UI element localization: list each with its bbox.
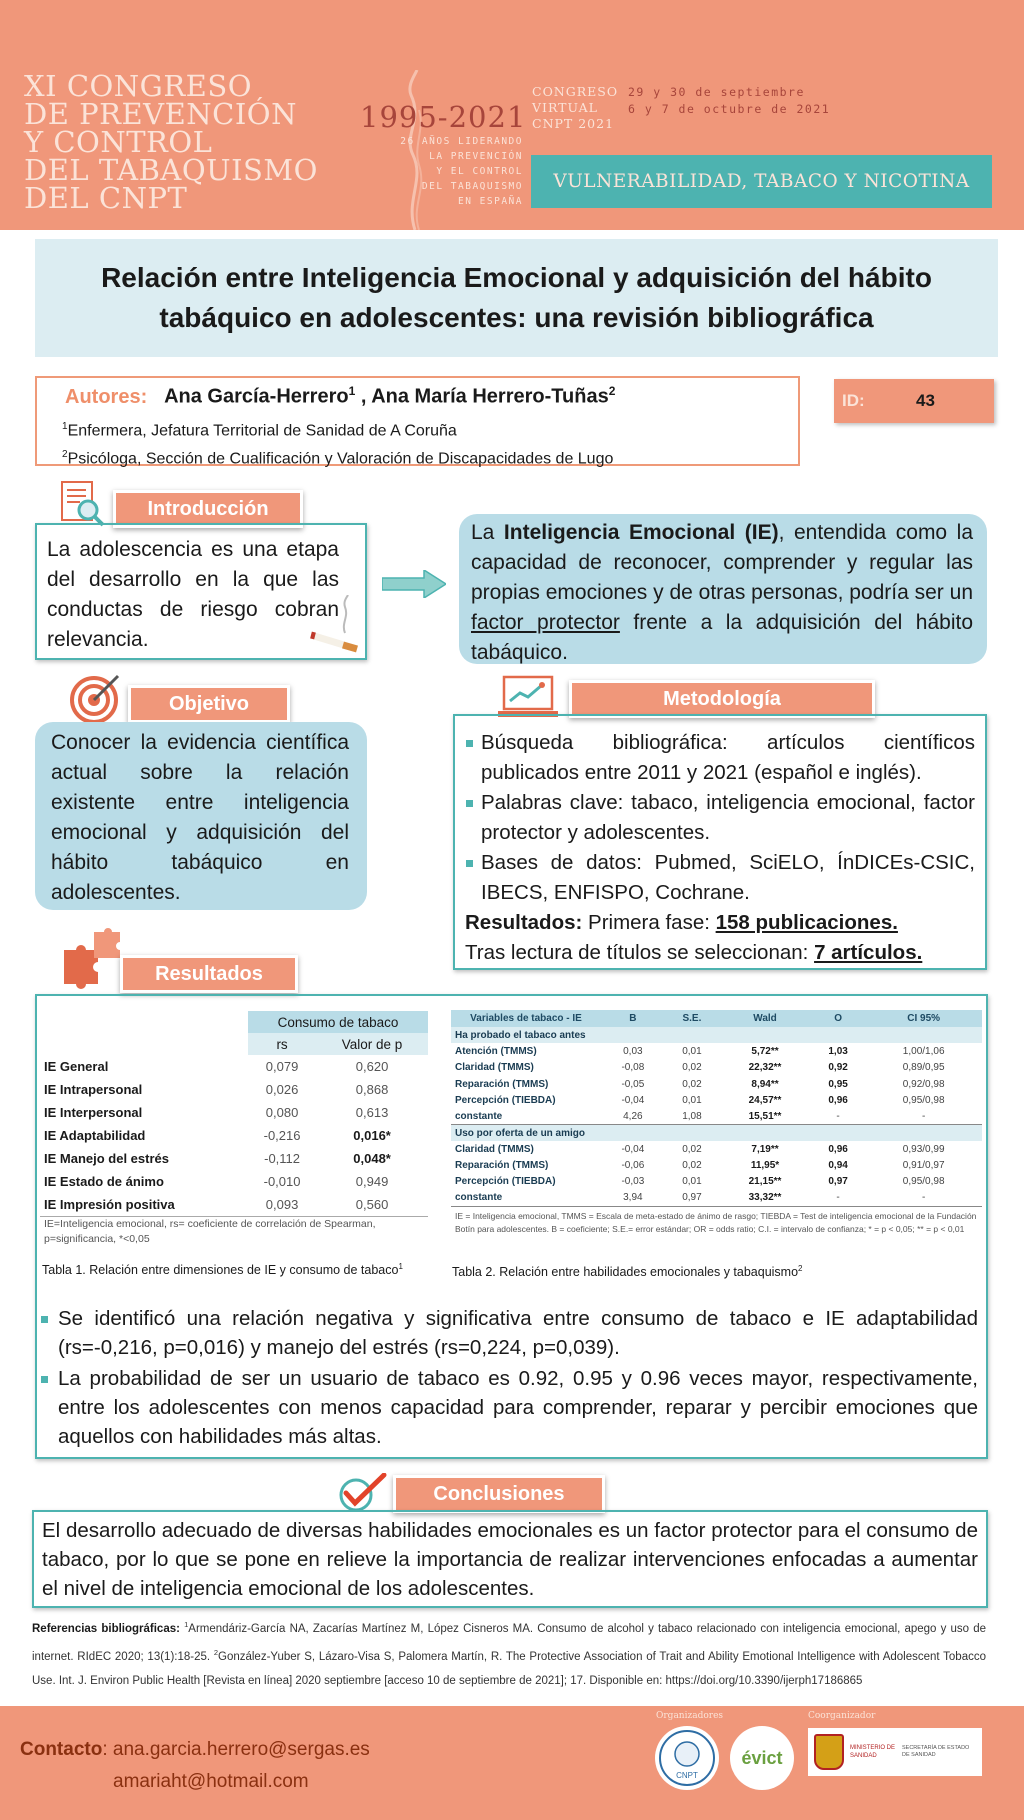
poster-id-box — [834, 379, 994, 423]
table-row: IE Intrapersonal 0,026 0,868 — [44, 1082, 389, 1097]
table-row: IE General 0,079 0,620 — [44, 1059, 389, 1074]
authors-box — [35, 376, 800, 466]
ministry-name: MINISTERIO DE SANIDAD — [850, 1745, 896, 1759]
table2-section-1: Ha probado el tabaco antes — [451, 1027, 982, 1043]
poster-title: Relación entre Inteligencia Emocional y adquisición del hábito tabáquico en adolescentes: una revisión bibliográfica — [101, 262, 932, 333]
table-row: constante 3,94 0,97 33,32** - - — [451, 1190, 982, 1206]
articles-count: 7 artículos. — [814, 941, 923, 964]
congress-name: XI CONGRESO DE PREVENCIÓN Y CONTROL DEL TABAQUISMO DEL CNPT — [24, 69, 318, 215]
references-label: Referencias bibliográficas: — [32, 1622, 180, 1635]
coorganizer-label: Coorganizador — [808, 1711, 876, 1721]
table-row: Atención (TMMS) 0,03 0,01 5,72** 1,03 1,00/1,06 — [455, 1045, 945, 1057]
section-label-introduccion: Introducción — [113, 490, 303, 528]
svg-text:CNPT: CNPT — [676, 1771, 698, 1780]
evict-logo: évict — [730, 1726, 794, 1790]
table-2 — [451, 1010, 982, 1236]
methodology-results-line: Resultados: Primera fase: 158 publicaciones. — [465, 911, 898, 934]
section-label-resultados: Resultados — [120, 955, 298, 993]
table2-caption: Tabla 2. Relación entre habilidades emocionales y tabaquismo$^2$ — [452, 1264, 803, 1280]
table1-col-rs: rs — [248, 1033, 316, 1055]
virtual-congress-label: CONGRESO VIRTUAL CNPT 2021 — [532, 84, 619, 131]
table-row: Percepción (TIEBDA) -0,03 0,01 21,15** 0,97 0,95/0,98 — [455, 1176, 945, 1188]
table1-caption: Tabla 1. Relación entre dimensiones de IE y consumo de tabaco$^1$ — [42, 1262, 403, 1278]
author-2: Ana María Herrero-Tuñas — [371, 385, 609, 408]
affiliation-1: $^1$Enfermera, Jefatura Territorial de Sanidad de A Coruña — [62, 420, 457, 439]
authors-label: Autores: — [65, 385, 148, 408]
table2-note: IE = Inteligencia emocional, TMMS = Escala de meta-estado de ánimo de rasgo; TIEBDA = Test de inteligencia emocional de la Fundación Botín para adolescentes. B = coeficiente; S.E.= error estándar; OR = odds ratio; C.I. = intervalo de confianza; * = p < 0,05; ** = p < 0,01 — [455, 1210, 977, 1234]
ministry-logo — [808, 1728, 982, 1776]
cnpt-logo — [655, 1726, 719, 1790]
puzzle-icon — [58, 928, 122, 992]
affiliation-2: $^2$Psicóloga, Sección de Cualificación y Valoración de Discapacidades de Lugo — [62, 448, 614, 468]
results-summary — [40, 1304, 978, 1453]
contact-block — [20, 1734, 370, 1798]
table1-col-p: Valor de p — [316, 1033, 428, 1055]
objective-text: Conocer la evidencia científica actual sobre la relación existente entre inteligencia emocional y adquisición del hábito tabáquico en adolescentes. — [51, 731, 349, 904]
ie-term: Inteligencia Emocional (IE) — [503, 521, 779, 544]
ministry-subtitle: SECRETARÍA DE ESTADO DE SANIDAD — [902, 1745, 970, 1758]
introduction-text: La adolescencia es una etapa del desarrollo en la que las conductas de riesgo cobran relevancia. — [47, 538, 339, 651]
table-row: IE Adaptabilidad -0,216 0,016* — [44, 1128, 391, 1143]
methodology-item: Bases de datos: Pubmed, SciELO, ÍnDICEs-CSIC, IBECS, ENFISPO, Cochrane. — [465, 848, 975, 908]
reference-2: González-Yuber S, Lázaro-Visa S, Palomera Martín, R. The Protective Association of Trait and Ability Emotional Intelligence with Adolescent Tobacco Use. Int. J. Environ Public Health [Revista en línea] 2020 septiembre [acceso 10 de septiembre de 2021]; 17. Disponible en: https://doi.org/10.3390/ijerph17186865 — [32, 1650, 986, 1687]
table-row: Reparación (TMMS) -0,06 0,02 11,95* 0,94 0,91/0,97 — [455, 1160, 945, 1172]
table-1 — [40, 1011, 428, 1247]
contact-email-2[interactable]: amariaht@hotmail.com — [113, 1771, 309, 1792]
table1-group-header: Consumo de tabaco — [248, 1011, 428, 1033]
cnpt-logo-icon — [655, 1726, 719, 1790]
objective-box — [35, 722, 367, 910]
organizers-label: Organizadores — [656, 1711, 724, 1721]
poster-id-value: 43 — [916, 391, 935, 410]
contact-label: Contacto — [20, 1739, 103, 1760]
table-row: IE Manejo del estrés -0,112 0,048* — [44, 1151, 391, 1166]
table-row: Percepción (TIEBDA) -0,04 0,01 24,57** 0,96 0,95/0,98 — [455, 1094, 945, 1106]
table-row: Reparación (TMMS) -0,05 0,02 8,94** 0,95 0,92/0,98 — [455, 1078, 945, 1090]
section-label-objetivo: Objetivo — [128, 685, 290, 723]
authors-line: Autores: Ana García-Herrero$^1$ , Ana María Herrero-Tuñas$^2$ — [65, 384, 616, 408]
header-banner — [0, 0, 1024, 230]
author-1: Ana García-Herrero — [164, 385, 349, 408]
congress-dates: 29 y 30 de septiembre 6 y 7 de octubre de 2021 — [628, 85, 831, 116]
results-item: La probabilidad de ser un usuario de tabaco es 0.92, 0.95 y 0.96 veces mayor, respectivamente, entre los adolescentes con menos capacidad para comprender, reparar y percibir emociones que aquellos con habilidades más altas. — [40, 1364, 978, 1451]
results-item: Se identificó una relación negativa y significativa entre consumo de tabaco e IE adaptabilidad (rs=-0,216, p=0,016) y manejo del estrés (rs=0,224, p=0,039). — [40, 1304, 978, 1362]
reference-1: Armendáriz-García NA, Zacarías Martínez M, López Cisneros MA. Consumo de alcohol y tabaco relacionado con inteligencia emocional, apego y uso de internet. RIdEC 2020; 13(1):18-25. — [32, 1622, 986, 1663]
footer — [0, 1706, 1024, 1820]
methodology-item: Búsqueda bibliográfica: artículos científicos publicados entre 2011 y 2021 (español e inglés). — [465, 728, 975, 788]
methodology-item: Palabras clave: tabaco, inteligencia emocional, factor protector y adolescentes. — [465, 788, 975, 848]
table-row: IE Estado de ánimo -0,010 0,949 — [44, 1174, 389, 1189]
poster-title-box — [35, 239, 998, 357]
table2-section-2: Uso por oferta de un amigo — [451, 1125, 982, 1141]
table-row: constante 4,26 1,08 15,51** - - — [451, 1108, 982, 1124]
publications-count: 158 publicaciones. — [715, 911, 898, 934]
section-label-metodologia: Metodología — [569, 680, 875, 718]
references: Referencias bibliográficas: $^1$Armendáriz-García NA, Zacarías Martínez M, López Cisneros MA. Consumo de alcohol y tabaco relacionado con inteligencia emocional, apego y uso de internet. RIdEC 2020; 13(1):18-25. $^2$González-Yuber S, Lázaro-Visa S, Palomera Martín, R. The Protective Association of Trait and Ability Emotional Intelligence with Adolescent Tobacco Use. Int. J. Environ Public Health [Revista en línea] 2020 septiembre [acceso 10 de septiembre de 2021]; 17. Disponible en: https://doi.org/10.3390/ijerph17186865 — [32, 1620, 986, 1687]
table-row: IE Impresión positiva 0,093 0,560 — [40, 1193, 428, 1216]
table2-header-row: Variables de tabaco - IE B S.E. Wald O CI 95% — [451, 1010, 982, 1027]
table-row: IE Interpersonal 0,080 0,613 — [44, 1105, 389, 1120]
table-row: Claridad (TMMS) -0,08 0,02 22,32** 0,92 0,89/0,95 — [455, 1062, 945, 1074]
section-label-conclusiones: Conclusiones — [393, 1475, 605, 1513]
table1-note: IE=Inteligencia emocional, rs= coeficiente de correlación de Spearman, p=significancia, *<0,05 — [44, 1217, 376, 1245]
methodology-selected-line: Tras lectura de títulos se seleccionan: 7 artículos. — [465, 941, 923, 964]
emotional-intelligence-box: La Inteligencia Emocional (IE), entendida como la capacidad de reconocer, comprender y regular las propias emociones y de otras personas, podría ser un factor protector frente a la adquisición del hábito tabáquico. — [459, 514, 987, 664]
anniversary-tagline: 26 AÑOS LIDERANDO LA PREVENCIÓN Y EL CONTROL DEL TABAQUISMO EN ESPAÑA — [400, 136, 523, 207]
protective-factor-term: factor protector — [471, 611, 620, 634]
cigarette-icon — [305, 595, 363, 653]
methodology-box — [453, 714, 987, 970]
anniversary-years: 1995-2021 — [360, 100, 527, 134]
arrow-right-icon — [382, 570, 446, 598]
congress-theme-banner: VULNERABILIDAD, TABACO Y NICOTINA — [531, 155, 992, 208]
spain-coat-of-arms-icon — [814, 1734, 844, 1770]
poster-id-label: ID: — [842, 391, 865, 410]
checkmark-icon — [338, 1473, 388, 1513]
contact-email-1[interactable]: : ana.garcia.herrero@sergas.es — [102, 1739, 370, 1760]
conclusions-text: El desarrollo adecuado de diversas habilidades emocionales es un factor protector para el consumo de tabaco, por lo que se pone en relieve la importancia de realizar intervenciones enfocadas a aumentar el nivel de inteligencia emocional de los adolescentes. — [42, 1519, 978, 1600]
conclusions-box — [32, 1510, 988, 1608]
target-icon — [68, 670, 124, 726]
table-row: Claridad (TMMS) -0,04 0,02 7,19** 0,96 0,93/0,99 — [455, 1143, 945, 1155]
